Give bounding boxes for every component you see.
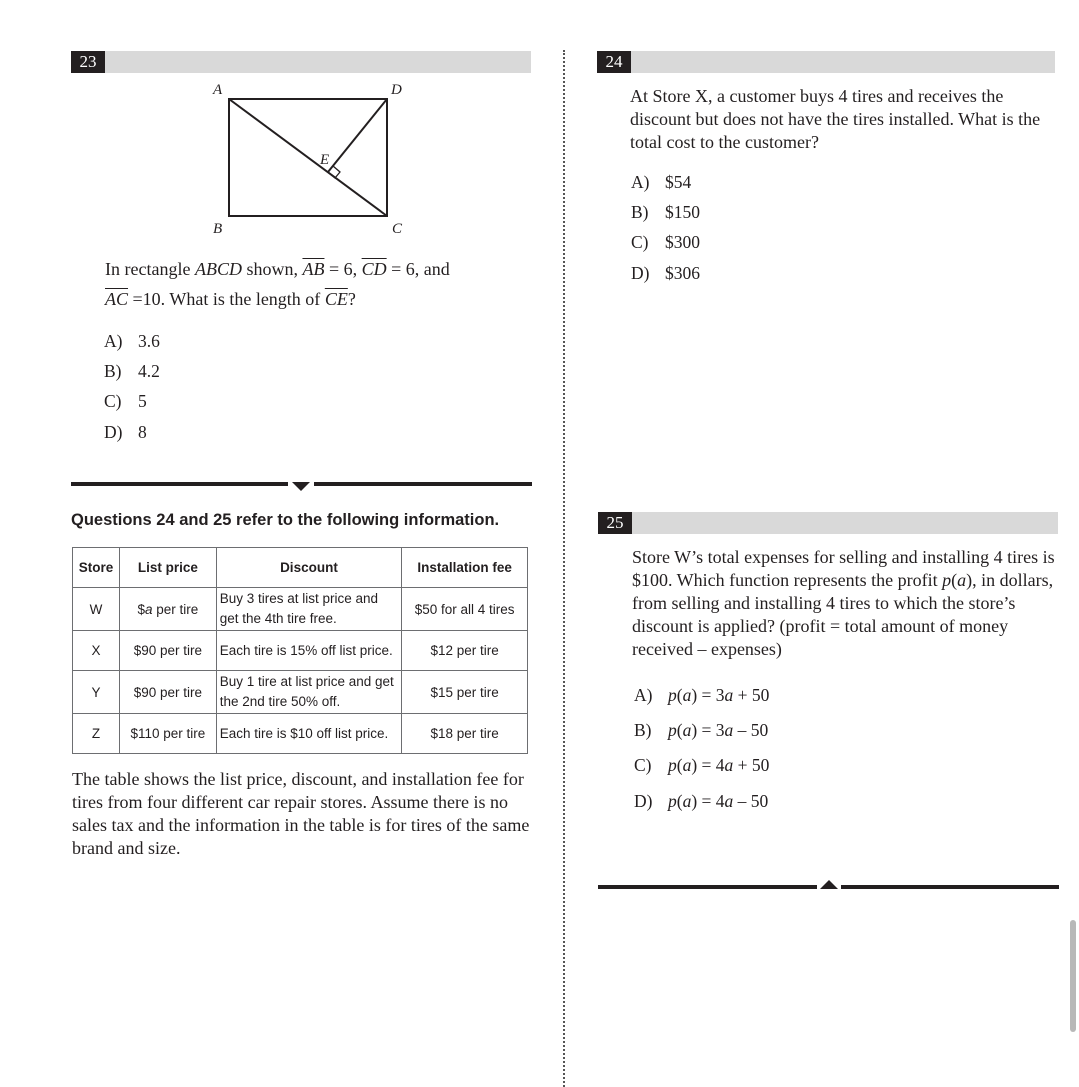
diagonal-ac <box>229 99 387 216</box>
cell-list-price: $110 per tire <box>119 714 216 754</box>
cell-discount: Buy 3 tires at list price and get the 4th tire free. <box>216 588 401 631</box>
question-number: 24 <box>597 51 631 73</box>
question-25-prompt: Store W’s total expenses for selling and installing 4 tires is $100. Which function represents the profit p(a), in dollars, from selling and installing 4 tires to which the store’s discount is applied? (profit = total amount of money received – expenses) <box>632 547 1055 659</box>
table-row <box>73 631 528 671</box>
q24-choice-a[interactable]: A) $54 <box>631 172 692 192</box>
question-number: 23 <box>71 51 105 73</box>
question-23-header <box>71 51 531 73</box>
q25-choice-c[interactable]: C) p(a) = 4a + 50 <box>634 755 770 775</box>
section-divider-left <box>71 482 288 486</box>
q23-choice-c[interactable]: C) 5 <box>104 391 147 411</box>
cell-store: W <box>73 588 120 631</box>
table-row <box>73 671 528 714</box>
q25-choice-b[interactable]: B) p(a) = 3a – 50 <box>634 720 769 740</box>
q25-choice-d[interactable]: D) p(a) = 4a – 50 <box>634 791 769 811</box>
info-heading: Questions 24 and 25 refer to the following information. <box>71 511 500 529</box>
segment-ab: $\overline{AB}$ <box>302 259 325 279</box>
cell-discount: Buy 1 tire at list price and get the 2nd tire 50% off. <box>216 671 401 714</box>
segment-de <box>328 99 387 172</box>
rectangle-abcd-diagram <box>195 75 425 240</box>
col-header-discount: Discount <box>216 548 401 588</box>
question-25-header <box>598 512 1058 534</box>
question-23-prompt: In rectangle ABCD shown, $\overline{AB} = 6$, $\overline{CD} = 6$, and $\overline{AC} =10$. What is the length of $\overline{CE}$? <box>105 259 450 309</box>
cell-list-price: $90 per tire <box>119 631 216 671</box>
table-row <box>73 714 528 754</box>
cell-discount: Each tire is $10 off list price. <box>216 714 401 754</box>
q23-choice-b[interactable]: B) 4.2 <box>104 361 160 381</box>
segment-ac: $\overline{AC}$ <box>105 289 129 309</box>
down-arrow-icon <box>291 480 311 492</box>
q23-choice-a[interactable]: A) 3.6 <box>104 331 160 351</box>
tire-store-table <box>72 547 528 754</box>
cell-list-price: $90 per tire <box>119 671 216 714</box>
info-paragraph: The table shows the list price, discount, and installation fee for tires from four different car repair stores. Assume there is no sales tax and the information in the table is for tires of the same brand and size. <box>72 769 530 858</box>
table-header-row <box>73 548 528 588</box>
q24-choice-c[interactable]: C) $300 <box>631 232 700 252</box>
vertical-scrollbar[interactable] <box>1070 920 1076 1032</box>
question-number: 25 <box>598 512 632 534</box>
col-header-installation-fee: Installation fee <box>402 548 528 588</box>
vertex-label-b: B <box>213 221 223 237</box>
end-divider-right <box>841 885 1059 889</box>
col-header-list-price: List price <box>119 548 216 588</box>
cell-installation-fee: $15 per tire <box>402 671 528 714</box>
vertex-label-d: D <box>391 82 402 98</box>
cell-discount: Each tire is 15% off list price. <box>216 631 401 671</box>
q24-choice-b[interactable]: B) $150 <box>631 202 700 222</box>
cell-store: Y <box>73 671 120 714</box>
question-24-prompt: At Store X, a customer buys 4 tires and receives the discount but does not have the tires installed. What is the total cost to the customer? <box>630 86 1041 152</box>
q25-choice-a[interactable]: A) p(a) = 3a + 50 <box>634 685 770 705</box>
cell-list-price: $a per tire <box>119 588 216 631</box>
section-divider-right <box>314 482 532 486</box>
segment-cd: $\overline{CD}$ <box>361 259 387 279</box>
col-header-store: Store <box>73 548 120 588</box>
column-separator <box>563 50 565 1087</box>
cell-store: X <box>73 631 120 671</box>
point-label-e: E <box>320 152 330 168</box>
table-row <box>73 588 528 631</box>
segment-ce: $\overline{CE}$ <box>324 289 348 309</box>
q24-choice-d[interactable]: D) $306 <box>631 263 700 283</box>
q23-choice-d[interactable]: D) 8 <box>104 422 147 442</box>
end-divider-left <box>598 885 817 889</box>
cell-installation-fee: $18 per tire <box>402 714 528 754</box>
cell-installation-fee: $12 per tire <box>402 631 528 671</box>
cell-store: Z <box>73 714 120 754</box>
vertex-label-c: C <box>392 221 403 237</box>
question-24-header <box>597 51 1055 73</box>
cell-installation-fee: $50 for all 4 tires <box>402 588 528 631</box>
vertex-label-a: A <box>213 82 223 98</box>
up-arrow-icon <box>819 879 839 891</box>
